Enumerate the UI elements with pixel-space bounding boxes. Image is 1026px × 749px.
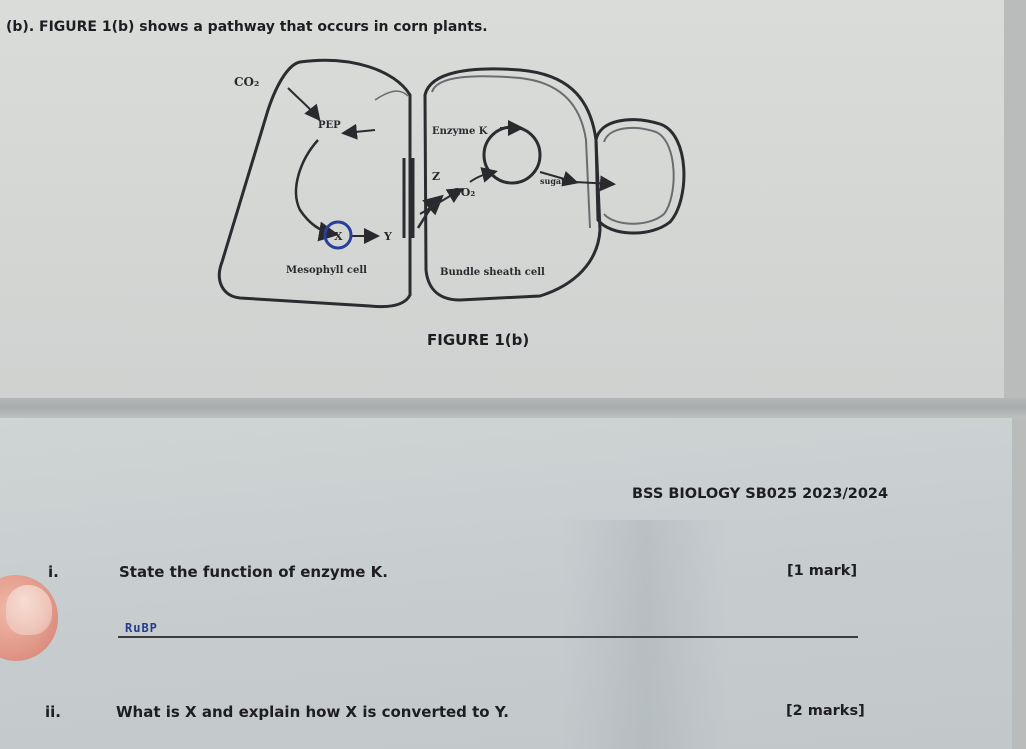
x-label: X [334,230,343,243]
figure-caption: FIGURE 1(b) [427,331,530,349]
shadow-overlay [560,520,730,749]
adjacent-cell-outline [596,120,684,233]
co2-top-label: CO₂ [234,75,260,89]
question-1-answer: RuBP [125,621,158,635]
course-footer: BSS BIOLOGY SB025 2023/2024 [632,486,889,502]
answer-line [118,636,858,638]
question-2-text: What is X and explain how X is converted to Y. [116,703,509,721]
question-1-text: State the function of enzyme K. [119,563,388,581]
fingernail [6,585,52,635]
mesophyll-label: Mesophyll cell [286,265,367,276]
sugar-label: sugar [540,176,566,186]
bundle-sheath-label: Bundle sheath cell [440,267,545,278]
question-1-marks: [1 mark] [787,563,858,579]
question-intro: (b). FIGURE 1(b) shows a pathway that occurs in corn plants. [6,19,488,35]
co2-bundle-label: CO₂ [452,186,476,199]
question-2-number: ii. [45,703,61,721]
pep-label: PEP [318,120,341,131]
z-label: Z [432,170,441,183]
question-1-number: i. [48,563,59,581]
y-label: Y [384,230,392,243]
calvin-cycle-circle [484,127,540,183]
page-fold-divider [0,398,1026,418]
question-2-marks: [2 marks] [786,703,865,719]
worksheet-page-bottom [0,418,1012,749]
enzyme-k-label: Enzyme K [432,126,488,137]
